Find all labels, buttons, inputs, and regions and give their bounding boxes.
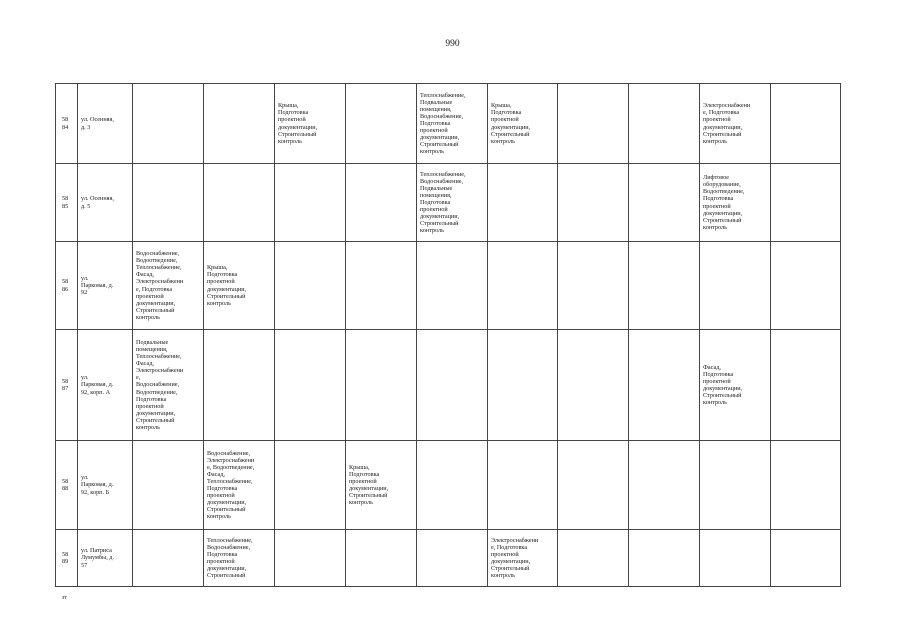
work-cell [488, 164, 558, 242]
work-cell [488, 330, 558, 441]
work-cell [771, 84, 841, 164]
work-cell: Теплоснабжение, Водоснабжение, Подвальные помещения, Подготовка проектной документации, Строительный контроль [417, 164, 488, 242]
work-cell: Лифтовое оборудование, Водоотведение, Подготовка проектной документации, Строительный контроль [700, 164, 771, 242]
work-cell: Теплоснабжение, Водоснабжение, Подготовка проектной документации, Строительный [204, 530, 275, 587]
table-row [56, 530, 841, 587]
work-cell [771, 164, 841, 242]
address-cell: ул. Осенняя, д. 5 [78, 164, 133, 242]
footer-mark: зт [62, 595, 67, 601]
work-cell [133, 164, 204, 242]
table-row [56, 242, 841, 330]
work-cell [133, 441, 204, 530]
work-cell [133, 530, 204, 587]
address-cell: ул. Парковая, д. 92, корп. Б [78, 441, 133, 530]
work-cell: Электроснабжени e, Подготовка проектной документации, Строительный контроль [488, 530, 558, 587]
work-cell [488, 242, 558, 330]
work-cell [629, 530, 700, 587]
work-cell: Крыша, Подготовка проектной документации, Строительный контроль [346, 441, 417, 530]
table-row [56, 164, 841, 242]
work-cell: Водоснабжение, Водоотведение, Теплоснабжение, Фасад, Электроснабжени e, Подготовка проектной документации, Строительный контроль [133, 242, 204, 330]
table-body [56, 84, 841, 587]
work-cell [275, 530, 346, 587]
work-cell [558, 242, 629, 330]
work-cell [629, 330, 700, 441]
work-cell [771, 530, 841, 587]
work-cell [558, 441, 629, 530]
work-cell [133, 84, 204, 164]
address-cell: ул. Парковая, д. 92, корп. А [78, 330, 133, 441]
work-cell: Крыша, Подготовка проектной документации, Строительный контроль [275, 84, 346, 164]
work-cell [417, 330, 488, 441]
work-cell [275, 441, 346, 530]
table-row [56, 84, 841, 164]
work-cell [417, 441, 488, 530]
work-cell [558, 164, 629, 242]
row-number-cell: 58 85 [56, 164, 78, 242]
work-cell: Теплоснабжение, Подвальные помещения, Водоснабжение, Подготовка проектной документации, Строительный контроль [417, 84, 488, 164]
work-cell [204, 330, 275, 441]
work-cell [558, 530, 629, 587]
table-row [56, 441, 841, 530]
table-row [56, 330, 841, 441]
address-cell: ул. Парковая, д. 92 [78, 242, 133, 330]
work-cell [771, 441, 841, 530]
row-number-cell: 58 87 [56, 330, 78, 441]
row-number-cell: 58 86 [56, 242, 78, 330]
work-cell [204, 84, 275, 164]
work-cell: Фасад, Подготовка проектной документации, Строительный контроль [700, 330, 771, 441]
work-cell [629, 441, 700, 530]
work-cell [629, 164, 700, 242]
work-cell [629, 84, 700, 164]
work-cell [346, 330, 417, 441]
work-cell: Крыша, Подготовка проектной документации, Строительный контроль [204, 242, 275, 330]
work-cell [275, 164, 346, 242]
work-cell [629, 242, 700, 330]
work-cell [488, 441, 558, 530]
work-cell [346, 242, 417, 330]
work-cell [700, 530, 771, 587]
address-cell: ул. Осенняя, д. 3 [78, 84, 133, 164]
work-cell: Крыша, Подготовка проектной документации, Строительный контроль [488, 84, 558, 164]
work-cell [204, 164, 275, 242]
work-cell [700, 441, 771, 530]
work-cell [771, 330, 841, 441]
work-cell: Подвальные помещения, Теплоснабжение, Фасад, Электроснабжени e, Водоснабжение, Водоотведение, Подготовка проектной документации, Строительный контроль [133, 330, 204, 441]
work-cell [417, 530, 488, 587]
work-cell [558, 84, 629, 164]
work-cell [275, 242, 346, 330]
address-cell: ул. Патриса Лумумбы, д. 57 [78, 530, 133, 587]
work-cell [346, 84, 417, 164]
work-cell [275, 330, 346, 441]
row-number-cell: 58 89 [56, 530, 78, 587]
work-cell: Водоснабжение, Электроснабжени e, Водоотведение, Фасад, Теплоснабжение, Подготовка проектной документации, Строительный контроль [204, 441, 275, 530]
row-number-cell: 58 88 [56, 441, 78, 530]
work-cell [417, 242, 488, 330]
work-cell [700, 242, 771, 330]
page-number: 990 [445, 39, 460, 49]
work-cell [558, 330, 629, 441]
work-cell: Электроснабжени е, Подготовка проектной документации, Строительный контроль [700, 84, 771, 164]
work-schedule-table [55, 83, 841, 587]
work-cell [346, 164, 417, 242]
work-cell [771, 242, 841, 330]
row-number-cell: 58 84 [56, 84, 78, 164]
work-cell [346, 530, 417, 587]
